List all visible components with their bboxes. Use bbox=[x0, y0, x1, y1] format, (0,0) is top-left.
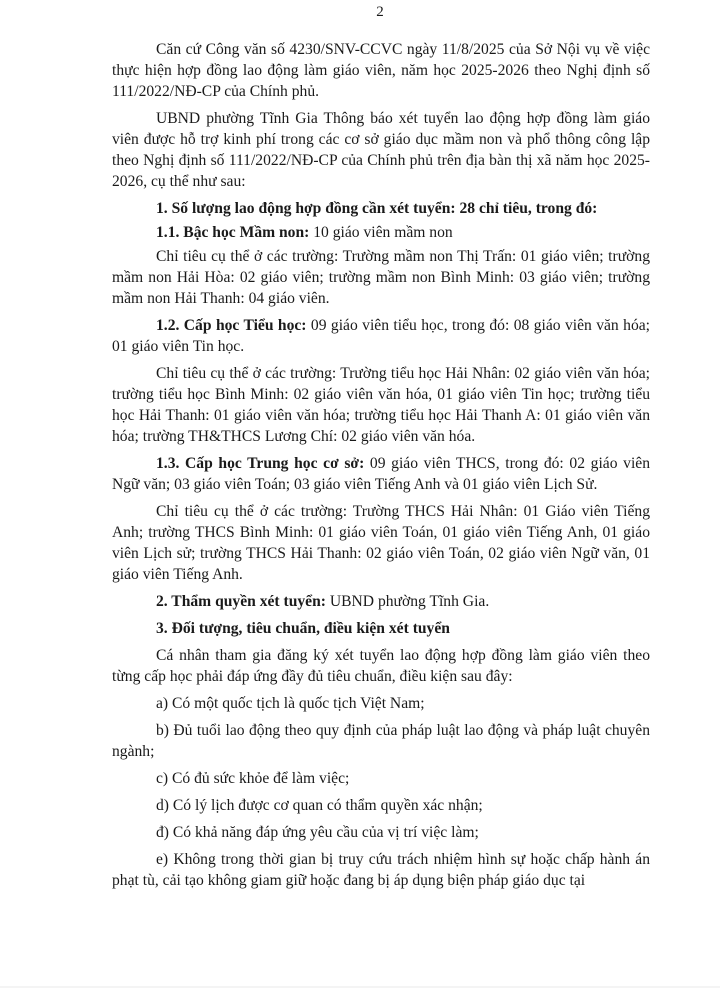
condition-dd: đ) Có khả năng đáp ứng yêu cầu của vị trí việc làm; bbox=[156, 824, 479, 841]
condition-d: d) Có lý lịch được cơ quan có thẩm quyền xác nhận; bbox=[156, 797, 483, 814]
paragraph-primary-details: Chỉ tiêu cụ thể ở các trường: Trường tiểu học Hải Nhân: 02 giáo viên văn hóa; trường tiểu học Bình Minh: 02 giáo viên văn hóa, 01 giáo viên Tin học; trường tiểu học Hải Thanh: 01 giáo viên văn hóa; trường tiểu học Hải Thanh A: 01 giáo viên văn hóa; trường TH&THCS Lương Chí: 02 giáo viên văn hóa. bbox=[112, 365, 650, 445]
heading-preschool-label: 1.1. Bậc học Mầm non: bbox=[156, 224, 310, 241]
condition-b: b) Đủ tuổi lao động theo quy định của pháp luật lao động và pháp luật chuyên ngành; bbox=[112, 722, 650, 760]
paragraph-announcement: UBND phường Tĩnh Gia Thông báo xét tuyển lao động hợp đồng làm giáo viên được hỗ trợ kinh phí trong các cơ sở giáo dục mầm non và phổ thông công lập theo Nghị định số 111/2022/NĐ-CP của Chính phủ trên địa bàn thị xã năm học 2025-2026, cụ thể như sau: bbox=[112, 110, 650, 190]
heading-preschool-text: 10 giáo viên mầm non bbox=[309, 224, 453, 241]
heading-primary bbox=[112, 315, 650, 357]
paragraph-conditions-intro: Cá nhân tham gia đăng ký xét tuyển lao động hợp đồng làm giáo viên theo từng cấp học phải đáp ứng đầy đủ tiêu chuẩn, điều kiện sau đây: bbox=[112, 647, 650, 685]
heading-authority bbox=[112, 591, 650, 612]
condition-e: e) Không trong thời gian bị truy cứu trách nhiệm hình sự hoặc chấp hành án phạt tù, cải tạo không giam giữ hoặc đang bị áp dụng biện pháp giáo dục tại bbox=[112, 851, 650, 889]
paragraph-secondary-details: Chỉ tiêu cụ thể ở các trường: Trường THCS Hải Nhân: 01 Giáo viên Tiếng Anh; trường THCS Bình Minh: 01 giáo viên Toán, 01 giáo viên Tiếng Anh, 01 giáo viên Lịch sử; trường THCS Hải Thanh: 02 giáo viên Toán, 02 giáo viên Ngữ văn, 01 giáo viên Tiếng Anh. bbox=[112, 503, 650, 583]
heading-primary-label: 1.2. Cấp học Tiểu học: bbox=[156, 317, 307, 334]
heading-conditions: 3. Đối tượng, tiêu chuẩn, điều kiện xét tuyển bbox=[156, 620, 450, 637]
heading-secondary bbox=[112, 453, 650, 495]
condition-a: a) Có một quốc tịch là quốc tịch Việt Nam; bbox=[156, 695, 425, 712]
heading-secondary-text: 09 giáo viên THCS, trong đó: 02 giáo viên Ngữ văn; 03 giáo viên Toán; 03 giáo viên Tiếng Anh và 01 giáo viên Lịch Sử. bbox=[112, 455, 650, 493]
condition-c: c) Có đủ sức khỏe để làm việc; bbox=[156, 770, 350, 787]
document-body bbox=[112, 39, 650, 897]
heading-authority-text: UBND phường Tĩnh Gia. bbox=[325, 593, 490, 610]
paragraph-preschool-details: Chỉ tiêu cụ thể ở các trường: Trường mầm non Thị Trấn: 01 giáo viên; trường mầm non Hải Hòa: 02 giáo viên; trường mầm non Bình Minh: 03 giáo viên; trường mầm non Hải Thanh: 04 giáo viên. bbox=[112, 248, 650, 307]
paragraph-legal-basis: Căn cứ Công văn số 4230/SNV-CCVC ngày 11/8/2025 của Sở Nội vụ về việc thực hiện hợp đồng lao động làm giáo viên, năm học 2025-2026 theo Nghị định số 111/2022/NĐ-CP của Chính phủ. bbox=[112, 41, 650, 100]
heading-secondary-label: 1.3. Cấp học Trung học cơ sở: bbox=[156, 455, 365, 472]
heading-primary-text: 09 giáo viên tiểu học, trong đó: 08 giáo viên văn hóa; 01 giáo viên Tin học. bbox=[112, 317, 650, 355]
page-number: 2 bbox=[376, 4, 384, 20]
heading-authority-label: 2. Thẩm quyền xét tuyển: bbox=[156, 593, 326, 610]
heading-preschool bbox=[112, 222, 650, 243]
heading-quota: 1. Số lượng lao động hợp đồng cần xét tuyển: 28 chỉ tiêu, trong đó: bbox=[156, 200, 598, 217]
